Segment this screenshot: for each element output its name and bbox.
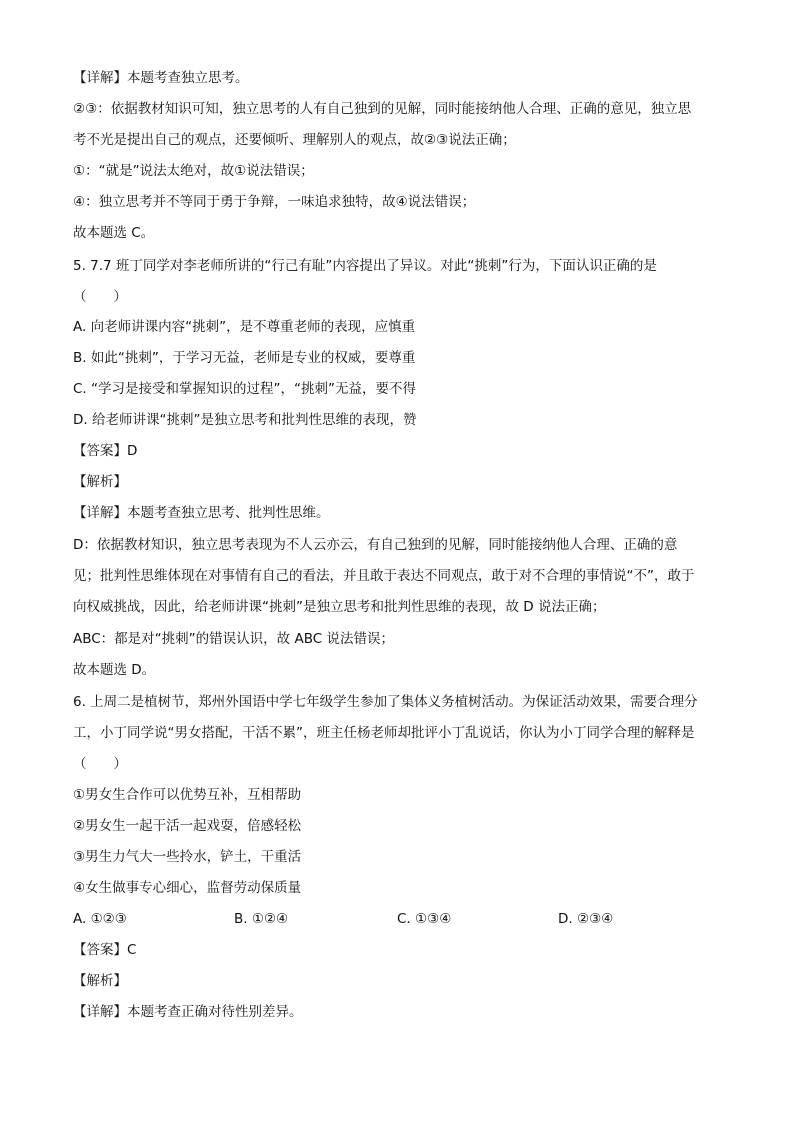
explanation-detail-4: 【详解】本题考查独立思考。: [73, 70, 249, 86]
question-6-stem-line-2: 工，小丁同学说“男女搭配，干活不累”，班主任杨老师却批评小丁乱说话，你认为小丁同学合理的解释是: [73, 725, 695, 741]
question-6-statement-3: ③男生力气大一些拎水，铲土，干重活: [73, 849, 302, 865]
analysis-1: ①：“就是”说法太绝对，故①说法错误；: [73, 163, 314, 179]
analysis-d-line-2: 见；批判性思维体现在对事情有自己的看法，并且敢于表达不同观点，敢于对不合理的事情说“不”，敢于: [73, 568, 695, 584]
analysis-heading-5: 【解析】: [73, 474, 127, 490]
question-6-stem-line-3: （ ）: [73, 756, 127, 772]
question-5-option-c: C. “学习是接受和掌握知识的过程”，“挑刺”无益，要不得: [73, 381, 416, 397]
answer-5: 【答案】D: [73, 443, 138, 459]
analysis-2-3-line-1: ②③：依据教材知识可知，独立思考的人有自己独到的见解，同时能接纳他人合理、正确的意见，独立思: [73, 101, 692, 117]
question-6-option-b: B. ①②④: [234, 911, 289, 927]
conclusion-4: 故本题选 C。: [73, 225, 155, 241]
explanation-detail-6: 【详解】本题考查正确对待性别差异。: [73, 1004, 303, 1020]
question-6-statement-4: ④女生做事专心细心，监督劳动保质量: [73, 880, 302, 896]
analysis-d-line-1: D：依据教材知识，独立思考表现为不人云亦云，有自己独到的见解，同时能接纳他人合理、正确的意: [73, 537, 678, 553]
answer-6: 【答案】C: [73, 942, 137, 958]
question-5-option-b: B. 如此“挑刺”，于学习无益，老师是专业的权威，要尊重: [73, 350, 416, 366]
question-5-stem-line-2: （ ）: [73, 289, 127, 305]
question-5-stem-line-1: 5. 7.7 班丁同学对李老师所讲的“行己有耻”内容提出了异议。对此“挑刺”行为，下面认识正确的是: [73, 258, 657, 274]
question-6-statement-2: ②男女生一起干活一起戏耍，倍感轻松: [73, 818, 302, 834]
analysis-4: ④：独立思考并不等同于勇于争辩，一味追求独特，故④说法错误；: [73, 194, 476, 210]
question-6-stem-line-1: 6. 上周二是植树节，郑州外国语中学七年级学生参加了集体义务植树活动。为保证活动效果，需要合理分: [73, 694, 698, 710]
analysis-abc: ABC：都是对“挑刺”的错误认识，故 ABC 说法错误；: [73, 631, 394, 647]
question-6-option-a: A. ①②③: [73, 911, 127, 927]
question-5-option-a: A. 向老师讲课内容“挑刺”，是不尊重老师的表现，应慎重: [73, 319, 416, 335]
explanation-detail-5: 【详解】本题考查独立思考、批判性思维。: [73, 505, 330, 521]
conclusion-5: 故本题选 D。: [73, 662, 156, 678]
analysis-2-3-line-2: 考不光是提出自己的观点，还要倾听、理解别人的观点，故②③说法正确；: [73, 132, 516, 148]
question-5-option-d: D. 给老师讲课“挑刺”是独立思考和批判性思维的表现，赞: [73, 412, 417, 428]
question-6-option-d: D. ②③④: [558, 911, 614, 927]
question-6-option-c: C. ①③④: [397, 911, 452, 927]
analysis-d-line-3: 向权威挑战，因此，给老师讲课“挑刺”是独立思考和批判性思维的表现，故 D 说法正确；: [73, 599, 606, 615]
analysis-heading-6: 【解析】: [73, 973, 127, 989]
question-6-options: [73, 910, 733, 928]
question-6-statement-1: ①男女生合作可以优势互补，互相帮助: [73, 787, 302, 803]
